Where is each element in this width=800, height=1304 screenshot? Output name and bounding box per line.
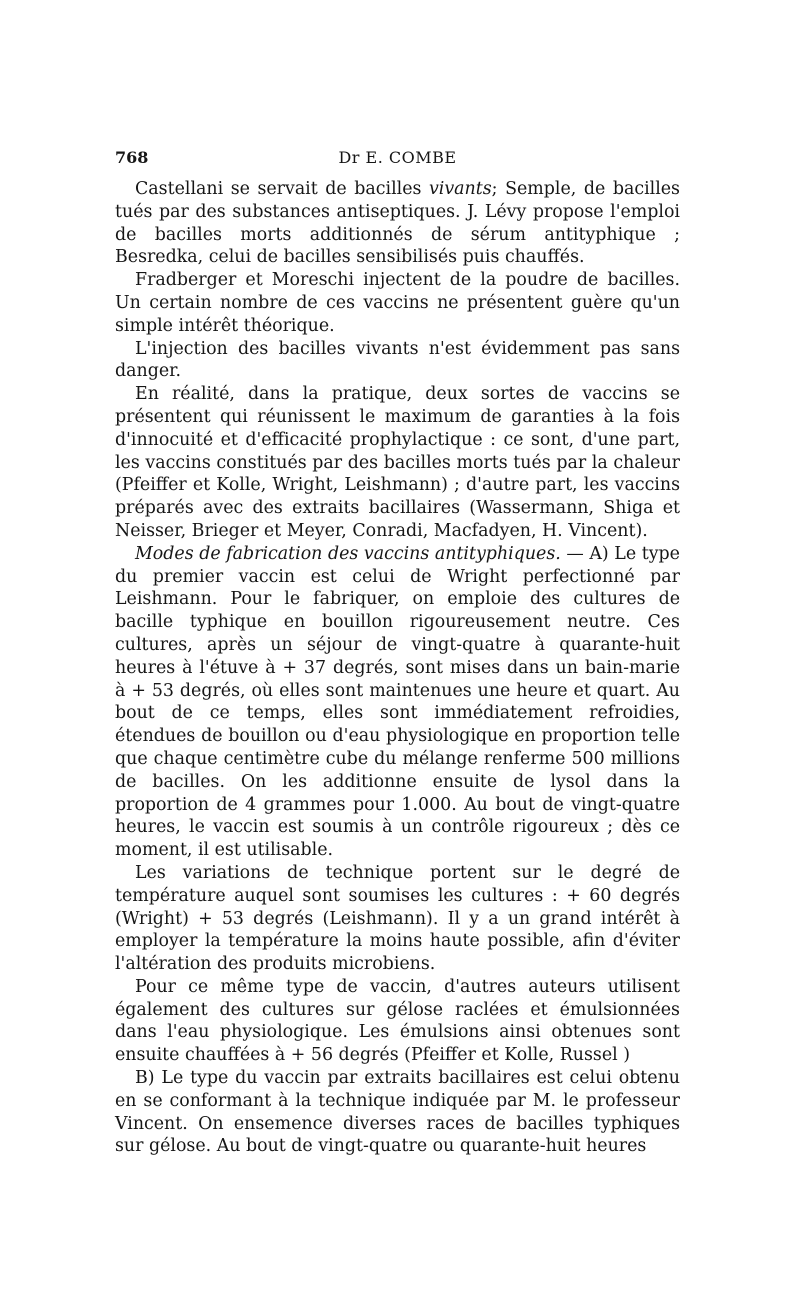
- paragraph-meme-type: [115, 976, 680, 1067]
- running-head: Dr E. COMBE: [338, 148, 457, 167]
- text-run: Les variations de technique portent sur le degré de température auquel sont soumises les cultures : + 60 degrés (Wright) + 53 degrés (Leishmann). Il y a un grand intérêt à employer la température la moins haute possible, afin d'éviter l'altération des produits microbiens.: [115, 862, 680, 975]
- text-run: Pour ce même type de vaccin, d'autres auteurs utilisent également des cultures sur gélose raclées et émulsionnées dans l'eau physiologique. Les émulsions ainsi obtenues sont ensuite chauffées à + 56 degrés (Pfeiffer et Kolle, Russel ): [115, 976, 680, 1066]
- italic-run: vivants: [428, 179, 492, 199]
- text-run: ; Semple, de bacilles tués par des substances antiseptiques. J. Lévy propose l'emploi de bacilles morts additionnés de sérum antityphique ; Besredka, celui de bacilles sensibilisés puis chauffés.: [115, 179, 680, 268]
- paragraph-castellani: [115, 178, 680, 269]
- text-run: B) Le type du vaccin par extraits bacillaires est celui obtenu en se conformant à la technique indiquée par M. le professeur Vincent. On ensemence diverses races de bacilles typhiques sur gélose. Au bout de vingt-quatre ou quarante-huit heures: [115, 1068, 680, 1157]
- paragraph-injection: [115, 338, 680, 384]
- page-header: [115, 148, 680, 172]
- paragraph-variations: [115, 862, 680, 976]
- text-run: Fradberger et Moreschi injectent de la poudre de bacilles. Un certain nombre de ces vaccins ne présentent guère qu'un simple intérêt théorique.: [115, 270, 680, 336]
- paragraph-realite: [115, 383, 680, 543]
- text-run: — A) Le type du premier vaccin est celui de Wright perfectionné par Leishmann. Pour le fabriquer, on emploie des cultures de bacille typhique en bouillon rigoureusement neutre. Ces cultures, après un séjour de vingt-quatre à quarante-huit heures à l'étuve à + 37 degrés, sont mises dans un bain-marie à + 53 degrés, où elles sont maintenues une heure et quart. Au bout de ce temps, elles sont immédiatement refroidies, étendues de bouillon ou d'eau physiologique en proportion telle que chaque centimètre cube du mélange renferme 500 millions de bacilles. On les additionne ensuite de lysol dans la proportion de 4 grammes pour 1.000. Au bout de vingt-quatre heures, le vaccin est soumis à un contrôle rigoureux ; dès ce moment, il est utilisable.: [115, 543, 680, 861]
- text-run: L'injection des bacilles vivants n'est évidemment pas sans danger.: [115, 338, 680, 382]
- body-text: [115, 178, 680, 1158]
- text-run: En réalité, dans la pratique, deux sortes de vaccins se présentent qui réunissent le maximum de garanties à la fois d'innocuité et d'efficacité prophylactique : ce sont, d'une part, les vaccins constitués par des bacilles morts tués par la chaleur (Pfeiffer et Kolle, Wright, Leishmann) ; d'autre part, les vaccins préparés avec des extraits bacillaires (Wassermann, Shiga et Neisser, Brieger et Meyer, Conradi, Macfadyen, H. Vincent).: [115, 384, 680, 541]
- paragraph-type-b: [115, 1067, 680, 1158]
- page-number: 768: [115, 148, 149, 167]
- text-run: Castellani se servait de bacilles: [135, 179, 429, 199]
- paragraph-fradberger: [115, 269, 680, 337]
- paragraph-modes: [115, 543, 680, 862]
- section-heading-modes: Modes de fabrication des vaccins antityphiques.: [135, 543, 561, 564]
